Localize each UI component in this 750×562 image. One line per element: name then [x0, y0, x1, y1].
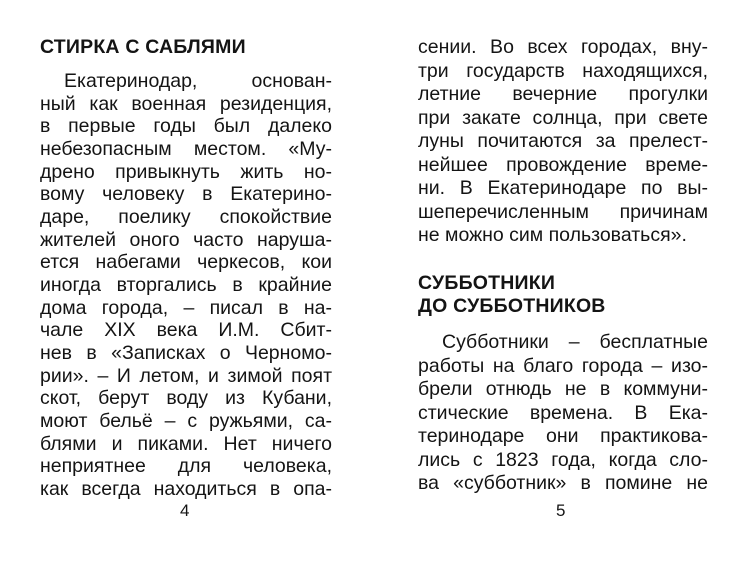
text-line: теринодаре они практикова-	[418, 425, 708, 447]
text-line: нев в «Записках о Черномо-	[40, 342, 332, 364]
text-line: Субботники – бесплатные	[442, 331, 708, 353]
text-line: моют бельё – с ружьями, са-	[40, 410, 332, 432]
text-line: неприятнее для человека,	[40, 455, 332, 478]
text-line: три государств находящихся,	[418, 59, 708, 82]
text-line: Екатеринодар, основан-	[64, 70, 332, 92]
text-line: летние вечерние прогулки	[418, 83, 708, 105]
text-line: в первые годы был далеко	[40, 115, 332, 138]
page-number: 5	[556, 501, 566, 520]
text-line: жителей оного часто наруша-	[40, 228, 332, 251]
text-line: работы на благо города – изо-	[418, 354, 708, 377]
text-line: ни. В Екатеринодаре по вы-	[418, 177, 708, 199]
text-line: как всегда находиться в опа-	[40, 478, 332, 500]
text-line: вому человеку в Екатерино-	[40, 183, 332, 206]
right-page	[418, 0, 708, 562]
text-line: шеперечисленным причинам	[418, 200, 708, 223]
text-line: чале XIX века И.М. Сбит-	[40, 319, 332, 342]
text-line: дрено привыкнуть жить но-	[40, 160, 332, 183]
left-page	[40, 0, 332, 562]
text-line: нейшее провождение време-	[418, 153, 708, 176]
section-heading-subbotniki-line2: ДО СУББОТНИКОВ	[418, 295, 606, 317]
section-heading-washing-with-sabres: СТИРКА С САБЛЯМИ	[40, 36, 246, 58]
text-line: небезопасным местом. «Му-	[40, 138, 332, 160]
text-line: дома города, – писал в на-	[40, 296, 332, 319]
section-heading-subbotniki: СУББОТНИКИ	[418, 272, 556, 294]
page-number: 4	[180, 501, 190, 520]
text-line: сении. Во всех городах, вну-	[418, 36, 708, 58]
text-line: брели отнюдь не в коммуни-	[418, 378, 708, 400]
text-line: ный как военная резиденция,	[40, 92, 332, 115]
text-line: иногда вторгались в крайние	[40, 274, 332, 296]
text-line: при закате солнца, при свете	[418, 106, 708, 129]
text-line: стические времена. В Ека-	[418, 401, 708, 424]
text-line: скот, берут воду из Кубани,	[40, 387, 332, 410]
text-line: луны почитаются за прелест-	[418, 130, 708, 152]
text-line: ется набегами черкесов, кои	[40, 251, 332, 274]
text-line: лись с 1823 года, когда сло-	[418, 448, 708, 471]
text-line: не можно сим пользоваться».	[418, 224, 687, 246]
text-line: рии». – И летом, и зимой поят	[40, 364, 332, 387]
text-line: ва «субботник» в помине не	[418, 472, 708, 494]
text-line: даре, поелику спокойствие	[40, 206, 332, 228]
text-line: блями и пиками. Нет ничего	[40, 432, 332, 455]
